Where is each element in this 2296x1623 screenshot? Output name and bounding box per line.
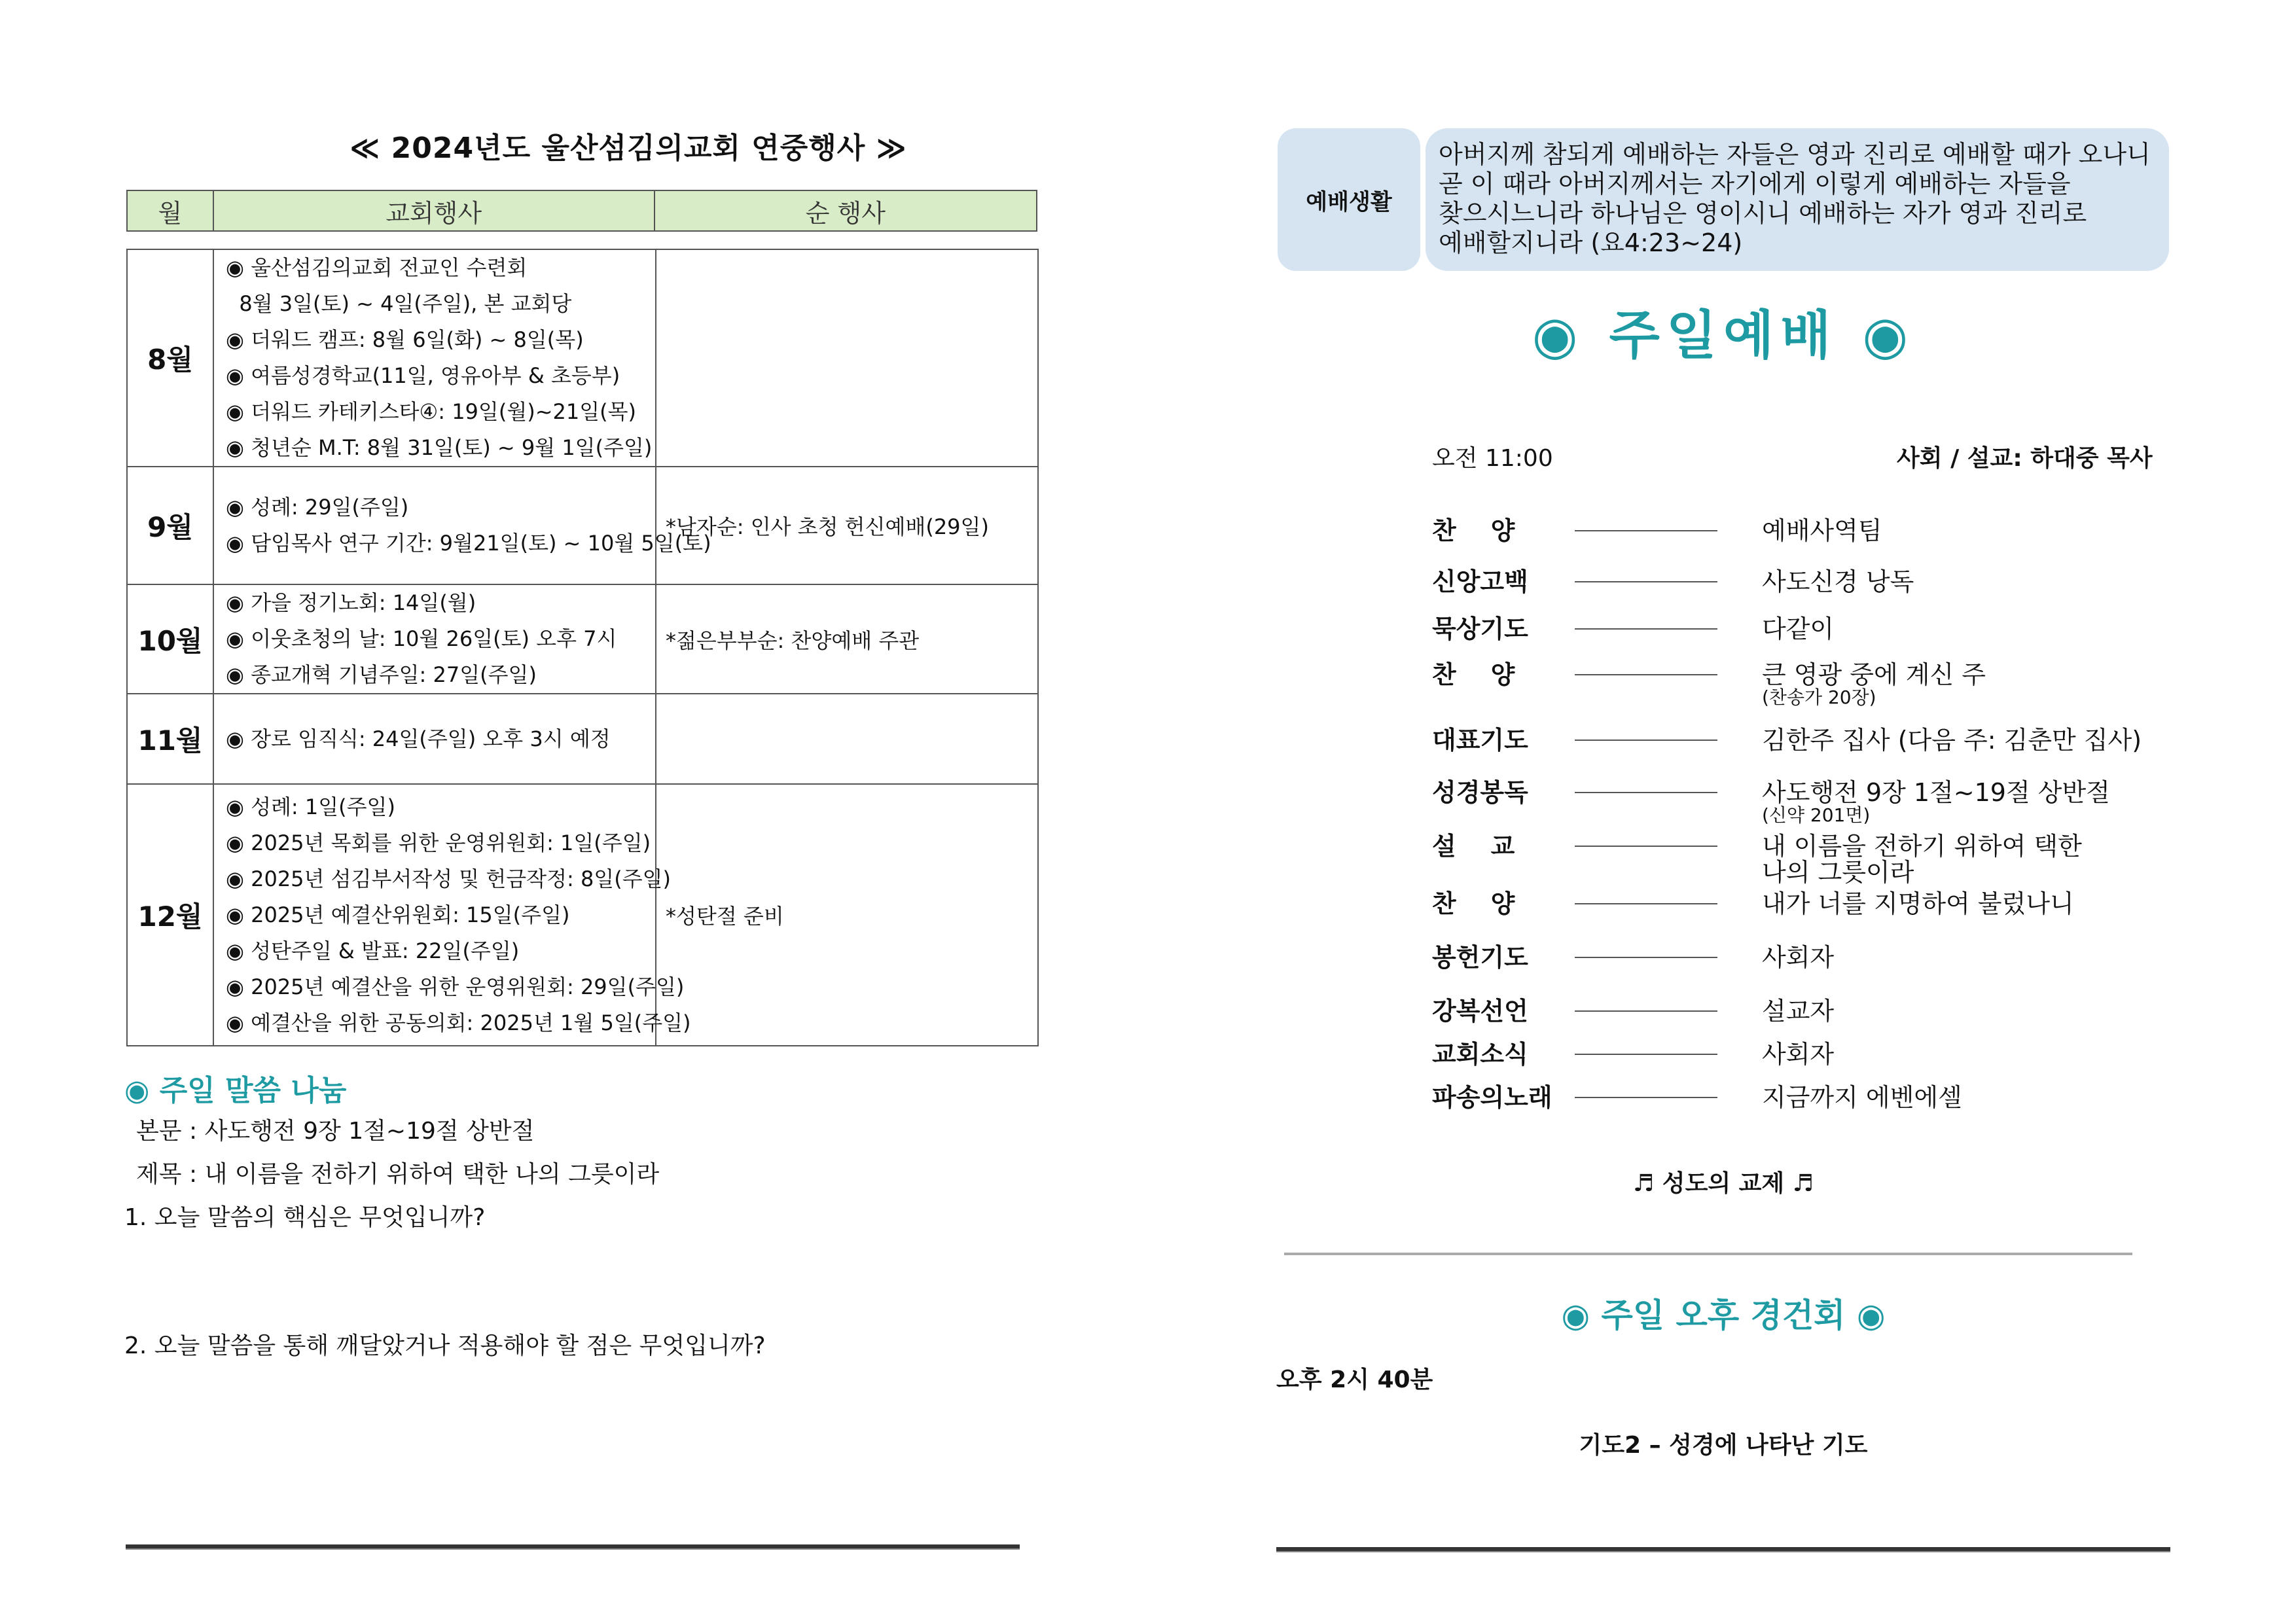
event-item: ◉ 예결산을 위한 공동의회: 2025년 1월 5일(주일)	[226, 1010, 691, 1035]
event-item: ◉ 2025년 예결산을 위한 운영위원회: 29일(주일)	[226, 974, 685, 999]
event-item: ◉ 성례: 29일(주일)	[226, 495, 409, 520]
schedule-row	[127, 584, 1038, 694]
event-item: ◉ 담임목사 연구 기간: 9월21일(토) ~ 10월 5일(토)	[226, 531, 711, 556]
events-cell	[213, 249, 656, 467]
event-item: ◉ 종교개혁 기념주일: 27일(주일)	[226, 662, 537, 687]
event-item: ◉ 울산섬김의교회 전교인 수련회	[226, 255, 528, 280]
schedule-table-header	[126, 190, 1037, 232]
order-item-rule	[1575, 628, 1717, 630]
order-item-rule	[1575, 1097, 1717, 1098]
verse-line: 곧 이 때라 아버지께서는 자기에게 이렇게 예배하는 자들을	[1439, 169, 2071, 198]
sermon-text-reference: 본문 : 사도행전 9장 1절~19절 상반절	[136, 1118, 535, 1145]
verse-line: 아버지께 참되게 예배하는 자들은 영과 진리로 예배할 때가 오나니	[1439, 140, 2151, 169]
group-event-cell	[656, 694, 1038, 784]
month-cell: 11월	[127, 694, 213, 784]
group-event-cell: *젊은부부순: 찬양예배 주관	[656, 584, 1038, 694]
event-item: ◉ 장로 임직식: 24일(주일) 오후 3시 예정	[226, 726, 611, 751]
verse-line: 찾으시느니라 하나님은 영이시니 예배하는 자가 영과 진리로	[1439, 199, 2087, 228]
order-item-name: 찬 양	[1432, 516, 1515, 545]
order-item-rule	[1575, 1010, 1717, 1012]
order-item-value: 사도신경 낭독	[1762, 567, 1914, 596]
events-cell	[213, 784, 691, 1046]
schedule-row	[127, 467, 1038, 584]
order-item-value: 사도행전 9장 1절~19절 상반절	[1762, 778, 2110, 807]
afternoon-service-title: ◉ 주일 오후 경건회 ◉	[1561, 1296, 1886, 1334]
order-item-name: 파송의노래	[1432, 1083, 1552, 1112]
order-item-value: 사회자	[1762, 1040, 1835, 1069]
order-item-name: 강복선언	[1432, 997, 1528, 1026]
month-cell: 8월	[127, 249, 213, 467]
month-cell: 10월	[127, 584, 213, 694]
order-item-rule	[1575, 740, 1717, 741]
order-item-value: 다같이	[1762, 615, 1835, 643]
order-item-name: 설 교	[1432, 832, 1515, 861]
order-item-value: 내 이름을 전하기 위하여 택한	[1762, 832, 2082, 861]
schedule-row	[127, 249, 1038, 467]
schedule-row	[127, 784, 1038, 1046]
order-item-name: 성경봉독	[1432, 778, 1528, 807]
group-event-cell	[656, 249, 1038, 467]
order-item-value: 사회자	[1762, 943, 1835, 972]
service-leader: 사회 / 설교: 하대중 목사	[1897, 445, 2153, 472]
order-item-rule	[1575, 957, 1717, 958]
order-item	[1432, 991, 2217, 1030]
event-item: ◉ 청년순 M.T: 8월 31일(토) ~ 9월 1일(주일)	[226, 435, 653, 460]
sermon-title: 제목 : 내 이름을 전하기 위하여 택한 나의 그릇이라	[136, 1161, 660, 1188]
order-item-subtext: (신약 201면)	[1762, 804, 1871, 826]
header-church-events: 교회행사	[214, 191, 655, 230]
month-cell: 12월	[127, 784, 213, 1046]
event-item: 8월 3일(토) ~ 4일(주일), 본 교회당	[226, 291, 572, 316]
order-item-rule	[1575, 674, 1717, 675]
order-item-name: 찬 양	[1432, 660, 1515, 689]
order-item	[1432, 883, 2217, 923]
event-item: ◉ 2025년 예결산위원회: 15일(주일)	[226, 902, 570, 927]
order-item-value: 설교자	[1762, 997, 1835, 1026]
events-cell	[213, 694, 656, 784]
event-item: ◉ 성탄주일 & 발표: 22일(주일)	[226, 938, 520, 963]
order-item	[1432, 937, 2217, 976]
order-item-name: 대표기도	[1432, 726, 1528, 755]
order-item-name: 묵상기도	[1432, 615, 1528, 643]
order-item-name: 봉헌기도	[1432, 943, 1528, 972]
afternoon-service-time: 오후 2시 40분	[1276, 1366, 1433, 1393]
order-item-value: 내가 너를 지명하여 불렀나니	[1762, 889, 2074, 918]
order-item	[1432, 562, 2217, 601]
order-item	[1432, 826, 2217, 887]
order-item-subtext: (찬송가 20장)	[1762, 687, 1876, 708]
sunday-worship-title: ◉ 주일예배 ◉	[1532, 305, 1915, 366]
event-item: ◉ 2025년 섬김부서작성 및 헌금작정: 8일(주일)	[226, 866, 672, 891]
month-cell: 9월	[127, 467, 213, 584]
bottom-rule-left	[126, 1544, 1020, 1550]
event-item: ◉ 가을 정기노회: 14일(월)	[226, 590, 476, 615]
section-divider	[1284, 1253, 2132, 1255]
order-item	[1432, 609, 2217, 648]
schedule-table	[126, 249, 1039, 1046]
question-1: 1. 오늘 말씀의 핵심은 무엇입니까?	[124, 1204, 486, 1231]
order-item-rule	[1575, 581, 1717, 582]
event-item: ◉ 여름성경학교(11일, 영유아부 & 초등부)	[226, 363, 620, 388]
bottom-rule-right	[1276, 1547, 2170, 1552]
order-item	[1432, 1034, 2217, 1073]
page-title: ≪ 2024년도 울산섬김의교회 연중행사 ≫	[350, 132, 907, 165]
header-month: 월	[128, 191, 214, 230]
order-item	[1432, 510, 2217, 550]
order-item-name: 찬 양	[1432, 889, 1515, 918]
order-item-value: 큰 영광 중에 계신 주	[1762, 660, 1986, 689]
order-item-value: 예배사역팀	[1762, 516, 1882, 545]
order-item	[1432, 720, 2217, 759]
group-event-cell: *성탄절 준비	[656, 784, 1038, 1046]
order-item-value: 김한주 집사 (다음 주: 김춘만 집사)	[1762, 726, 2142, 755]
afternoon-service-topic: 기도2 – 성경에 나타난 기도	[1579, 1432, 1868, 1459]
service-time: 오전 11:00	[1432, 445, 1553, 472]
order-item	[1432, 772, 2217, 826]
event-item: ◉ 더워드 카테키스타④: 19일(월)~21일(목)	[226, 399, 637, 424]
event-item: ◉ 2025년 목회를 위한 운영위원회: 1일(주일)	[226, 830, 651, 855]
event-item: ◉ 이웃초청의 날: 10월 26일(토) 오후 7시	[226, 626, 617, 651]
order-item-rule	[1575, 530, 1717, 531]
header-group-events: 순 행사	[805, 198, 886, 228]
events-cell	[213, 467, 711, 584]
order-item-rule	[1575, 1054, 1717, 1055]
events-cell	[213, 584, 656, 694]
order-item-rule	[1575, 903, 1717, 904]
order-item-rule	[1575, 792, 1717, 793]
fellowship-note: ♬ 성도의 교제 ♬	[1632, 1170, 1814, 1197]
event-item: ◉ 성례: 1일(주일)	[226, 794, 395, 819]
schedule-row	[127, 694, 1038, 784]
order-item	[1432, 1077, 2217, 1116]
bible-verse-box	[1426, 128, 2169, 271]
order-item-name: 교회소식	[1432, 1040, 1528, 1069]
verse-line: 예배할지니라 (요4:23~24)	[1439, 228, 1743, 257]
order-item-subtext: 나의 그릇이라	[1762, 858, 1914, 887]
order-item-rule	[1575, 846, 1717, 847]
event-item: ◉ 더워드 캠프: 8월 6일(화) ~ 8일(목)	[226, 327, 584, 352]
worship-life-tag: 예배생활	[1278, 128, 1420, 271]
sermon-heading: ◉ 주일 말씀 나눔	[124, 1074, 347, 1107]
order-item-value: 지금까지 에벤에셀	[1762, 1083, 1962, 1112]
question-2: 2. 오늘 말씀을 통해 깨달았거나 적용해야 할 점은 무엇입니까?	[124, 1332, 766, 1359]
order-item	[1432, 654, 2217, 708]
order-item-name: 신앙고백	[1432, 567, 1528, 596]
group-event-cell: *남자순: 인사 초청 헌신예배(29일)	[656, 467, 1038, 584]
